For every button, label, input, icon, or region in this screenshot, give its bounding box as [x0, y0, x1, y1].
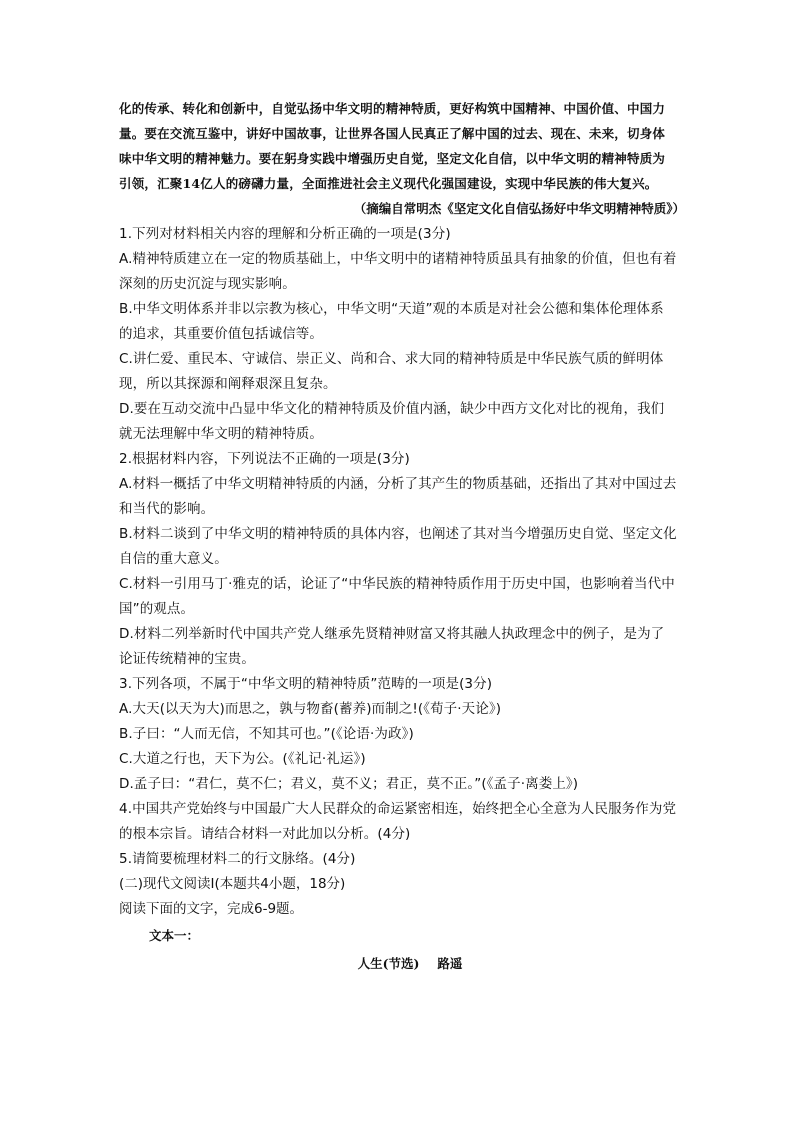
option-a: A.材料一概括了中华文明精神特质的内涵，分析了其产生的物质基础，还指出了其对中国过去和当代的影响。	[119, 476, 677, 517]
reading-instruction: 阅读下面的文字，完成6-9题。	[119, 901, 304, 917]
text-one-label: 文本一：	[149, 928, 200, 943]
question-stem: 3.下列各项，不属于“中华文明的精神特质”范畴的一项是(3分)	[119, 676, 493, 692]
option-a: A.精神特质建立在一定的物质基础上，中华文明中的诸精神特质虽具有抽象的价值，但也有着深刻的历史沉淀与现实影响。	[119, 251, 677, 292]
question-2	[119, 447, 677, 672]
option-c: C.讲仁爱、重民本、守诚信、崇正义、尚和合、求大同的精神特质是中华民族气质的鲜明体现，所以其探源和阐释艰深且复杂。	[119, 351, 664, 392]
option-d: D.要在互动交流中凸显中华文化的精神特质及价值内涵，缺少中西方文化对比的视角，我们就无法理解中华文明的精神特质。	[119, 401, 665, 442]
option-b: B.材料二谈到了中华文明的精神特质的具体内容，也阐述了其对当今增强历史自觉、坚定文化自信的重大意义。	[119, 526, 677, 567]
question-5: 5.请简要梳理材料二的行文脉络。(4分)	[119, 851, 356, 867]
option-b: B.中华文明体系并非以宗教为核心，中华文明“天道”观的本质是对社会公德和集体伦理体系的追求，其重要价值包括诚信等。	[119, 301, 664, 342]
option-d: D.孟子曰：“君仁，莫不仁；君义，莫不义；君正，莫不正。”(《孟子·离娄上》)	[119, 776, 579, 792]
question-stem: 2.根据材料内容，下列说法不正确的一项是(3分)	[119, 451, 410, 467]
option-c: C.材料一引用马丁·雅克的话，论证了“中华民族的精神特质作用于历史中国，也影响着当代中国”的观点。	[119, 576, 675, 617]
question-stem: 1.下列对材料相关内容的理解和分析正确的一项是(3分)	[119, 226, 451, 242]
option-a: A.大天(以天为大)而思之，孰与物畜(蓄养)而制之!(《荀子·天论》)	[119, 701, 502, 717]
question-3	[119, 672, 677, 797]
section-heading: (二)现代文阅读I(本题共4小题，18分)	[119, 876, 346, 892]
passage-heading	[131, 950, 689, 978]
passage-title: 人生(节选)	[357, 956, 420, 971]
option-b: B.子曰：“人而无信，不知其可也。”(《论语·为政》)	[119, 726, 414, 742]
option-c: C.大道之行也，天下为公。(《礼记·礼运》)	[119, 751, 366, 767]
question-4: 4.中国共产党始终与中国最广大人民群众的命运紧密相连，始终把全心全意为人民服务作为党的根本宗旨。请结合材料一对此加以分析。(4分)	[119, 801, 677, 842]
question-1	[119, 222, 677, 447]
passage-author: 路遥	[437, 956, 463, 971]
option-d: D.材料二列举新时代中国共产党人继承先贤精神财富又将其融人执政理念中的例子，是为了论证传统精神的宝贵。	[119, 626, 665, 667]
page-content	[119, 96, 685, 978]
source-citation: （摘编自常明杰《坚定文化自信弘扬好中华文明精神特质》）	[353, 201, 685, 216]
intro-paragraph: 化的传承、转化和创新中，自觉弘扬中华文明的精神特质，更好构筑中国精神、中国价值、中国力量。要在交流互鉴中，讲好中国故事，让世界各国人民真正了解中国的过去、现在、未来，切身体味中华文明的精神魅力。要在躬身实践中增强历史自觉，坚定文化自信，以中华文明的精神特质为引领，汇聚14亿人的磅礴力量，全面推进社会主义现代化强国建设，实现中华民族的伟大复兴。	[119, 101, 666, 191]
